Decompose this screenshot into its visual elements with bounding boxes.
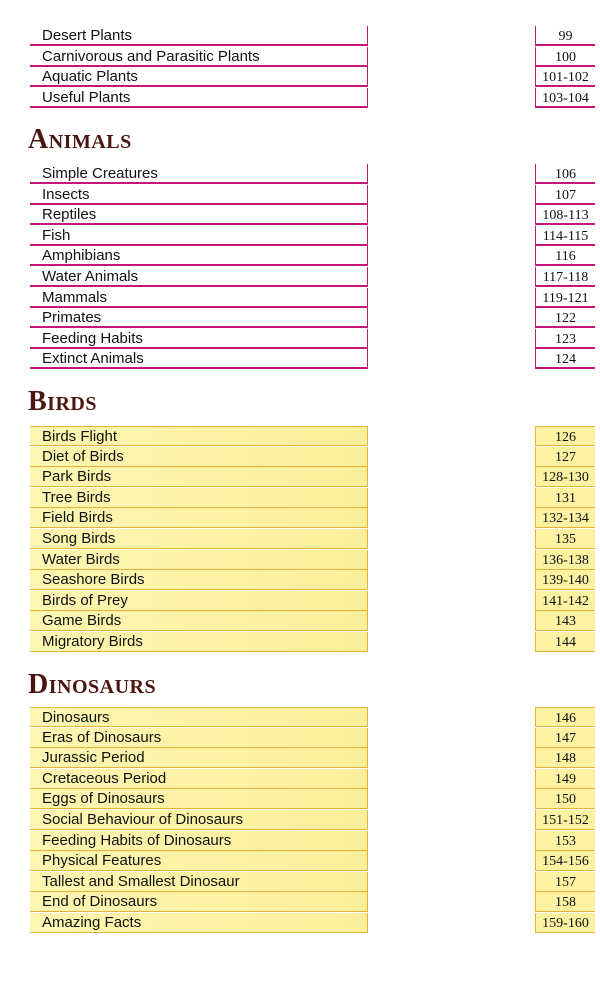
toc-entry-page-number: 149: [535, 769, 595, 789]
toc-entry-title: Birds of Prey: [30, 591, 368, 611]
toc-entry: [0, 329, 600, 350]
toc-entry-page-number: 150: [535, 789, 595, 809]
toc-entry: [0, 872, 600, 893]
toc-entry: [0, 426, 600, 447]
toc-entry-title: End of Dinosaurs: [30, 892, 368, 912]
toc-entry-page-number: 119-121: [535, 288, 595, 308]
toc-entry: [0, 205, 600, 226]
toc-entry-page-number: 122: [535, 308, 595, 328]
toc-entry-page-number: 132-134: [535, 508, 595, 528]
toc-entry-page-number: 117-118: [535, 267, 595, 287]
toc-entry-title: Water Animals: [30, 267, 368, 287]
toc-entry-page-number: 106: [535, 164, 595, 184]
toc-entry: [0, 748, 600, 769]
toc-entry: [0, 810, 600, 831]
toc-entry-title: Physical Features: [30, 851, 368, 871]
toc-entry-page-number: 108-113: [535, 205, 595, 225]
toc-entry-page-number: 123: [535, 329, 595, 349]
toc-entry: [0, 467, 600, 488]
toc-entry: [0, 308, 600, 329]
toc-entry-page-number: 141-142: [535, 591, 595, 611]
toc-entry-title: Water Birds: [30, 550, 368, 570]
toc-entry-title: Seashore Birds: [30, 570, 368, 590]
toc-entry: [0, 728, 600, 749]
toc-entry: [0, 529, 600, 550]
toc-entry: [0, 831, 600, 852]
toc-entry-title: Carnivorous and Parasitic Plants: [30, 47, 368, 67]
section-heading-animals: Animals: [28, 124, 132, 155]
toc-entry-title: Tallest and Smallest Dinosaur: [30, 872, 368, 892]
toc-entry-title: Game Birds: [30, 611, 368, 631]
toc-entry-page-number: 114-115: [535, 226, 595, 246]
toc-entry: [0, 185, 600, 206]
plants-entries: [0, 26, 600, 108]
toc-entry-page-number: 100: [535, 47, 595, 67]
toc-entry-page-number: 157: [535, 872, 595, 892]
toc-entry-page-number: 136-138: [535, 550, 595, 570]
dinosaurs-entries: [0, 707, 600, 934]
toc-entry: [0, 226, 600, 247]
toc-entry: [0, 913, 600, 934]
section-heading-birds: Birds: [28, 386, 97, 417]
toc-entry-title: Amphibians: [30, 246, 368, 266]
toc-entry: [0, 789, 600, 810]
toc-entry-title: Social Behaviour of Dinosaurs: [30, 810, 368, 830]
toc-entry-title: Cretaceous Period: [30, 769, 368, 789]
toc-entry: [0, 550, 600, 571]
toc-entry-title: Park Birds: [30, 467, 368, 487]
toc-entry-title: Eggs of Dinosaurs: [30, 789, 368, 809]
toc-entry-title: Reptiles: [30, 205, 368, 225]
toc-entry-title: Fish: [30, 226, 368, 246]
toc-entry-title: Dinosaurs: [30, 707, 368, 727]
toc-entry-title: Birds Flight: [30, 426, 368, 446]
toc-entry-page-number: 154-156: [535, 851, 595, 871]
toc-entry-title: Eras of Dinosaurs: [30, 728, 368, 748]
toc-entry-page-number: 126: [535, 426, 595, 446]
toc-entry: [0, 591, 600, 612]
toc-entry: [0, 707, 600, 728]
toc-entry-title: Simple Creatures: [30, 164, 368, 184]
toc-entry-page-number: 124: [535, 349, 595, 369]
toc-entry-title: Extinct Animals: [30, 349, 368, 369]
toc-entry-title: Jurassic Period: [30, 748, 368, 768]
toc-entry-page-number: 139-140: [535, 570, 595, 590]
toc-entry-page-number: 147: [535, 728, 595, 748]
toc-entry-title: Useful Plants: [30, 88, 368, 108]
toc-entry: [0, 47, 600, 68]
toc-entry-page-number: 103-104: [535, 88, 595, 108]
toc-entry: [0, 632, 600, 653]
toc-entry: [0, 508, 600, 529]
toc-entry-page-number: 144: [535, 632, 595, 652]
toc-entry: [0, 267, 600, 288]
toc-entry-title: Tree Birds: [30, 488, 368, 508]
toc-entry: [0, 851, 600, 872]
toc-entry-page-number: 128-130: [535, 467, 595, 487]
toc-entry-page-number: 146: [535, 707, 595, 727]
toc-entry-page-number: 151-152: [535, 810, 595, 830]
toc-entry: [0, 447, 600, 468]
toc-entry-title: Migratory Birds: [30, 632, 368, 652]
toc-entry-page-number: 131: [535, 488, 595, 508]
toc-entry: [0, 570, 600, 591]
toc-entry: [0, 164, 600, 185]
toc-entry: [0, 488, 600, 509]
toc-entry: [0, 288, 600, 309]
toc-entry-page-number: 101-102: [535, 67, 595, 87]
animals-entries: [0, 164, 600, 370]
toc-entry-page-number: 99: [535, 26, 595, 46]
toc-entry-page-number: 153: [535, 831, 595, 851]
toc-entry-title: Song Birds: [30, 529, 368, 549]
toc-entry: [0, 246, 600, 267]
toc-entry-title: Primates: [30, 308, 368, 328]
toc-entry-title: Mammals: [30, 288, 368, 308]
toc-entry-title: Feeding Habits: [30, 329, 368, 349]
toc-entry-page-number: 148: [535, 748, 595, 768]
toc-entry: [0, 67, 600, 88]
toc-entry-page-number: 135: [535, 529, 595, 549]
toc-entry-page-number: 116: [535, 246, 595, 266]
toc-entry-page-number: 159-160: [535, 913, 595, 933]
toc-entry-title: Desert Plants: [30, 26, 368, 46]
section-heading-dinosaurs: Dinosaurs: [28, 669, 157, 700]
toc-entry-page-number: 127: [535, 447, 595, 467]
toc-entry-title: Amazing Facts: [30, 913, 368, 933]
toc-entry: [0, 892, 600, 913]
toc-entry: [0, 769, 600, 790]
toc-entry: [0, 88, 600, 109]
toc-entry-page-number: 143: [535, 611, 595, 631]
toc-entry-page-number: 158: [535, 892, 595, 912]
toc-entry-title: Aquatic Plants: [30, 67, 368, 87]
toc-entry-title: Diet of Birds: [30, 447, 368, 467]
toc-entry-title: Field Birds: [30, 508, 368, 528]
toc-entry-page-number: 107: [535, 185, 595, 205]
toc-entry: [0, 26, 600, 47]
toc-entry: [0, 611, 600, 632]
toc-entry: [0, 349, 600, 370]
toc-entry-title: Feeding Habits of Dinosaurs: [30, 831, 368, 851]
birds-entries: [0, 426, 600, 653]
toc-entry-title: Insects: [30, 185, 368, 205]
